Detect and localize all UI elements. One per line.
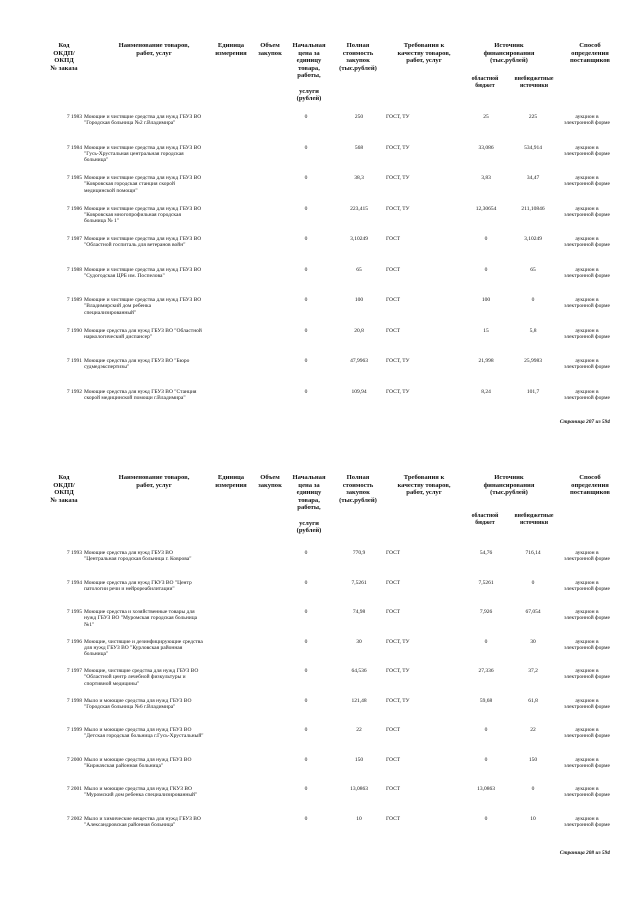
unit-price: 0	[304, 358, 308, 364]
item-name: Мыло и моющие средства для нужд ГБУЗ ВО "Детская городская больница г.Гусь-Хрустальный"	[84, 727, 204, 740]
procurement-method: аукцион в электронной форме	[564, 388, 610, 401]
item-name: Моющие и чистящие средства для нужд ГБУЗ ВО "Ковровская многопрофильная городская больница № 1"	[84, 205, 202, 225]
procurement-method: аукцион в электронной форме	[564, 175, 610, 188]
procurement-method: аукцион в электронной форме	[564, 815, 610, 828]
quality-requirements: ГОСТ	[386, 236, 401, 242]
quality-requirements: ГОСТ, ТУ	[386, 638, 410, 645]
extra-budget: 67,054	[525, 609, 541, 615]
item-name: Мыло и моющие средства для нужд ГБУЗ ВО "Городская больница №6 г.Владимира"	[84, 697, 192, 710]
extra-budget: 65	[530, 266, 536, 273]
item-name: Моющие, чистящие средства для нужд ГБУЗ ВО "Областной центр лечебной физкультуры и спортивной медицины"	[84, 668, 199, 687]
row-number: 7 1992	[66, 388, 82, 395]
extra-budget: 5,8	[529, 327, 537, 334]
item-name: Моющие средства для нужд ГБУЗ ВО "Центральная городская больница г. Коврова"	[84, 550, 192, 563]
header-price: Начальная цена за единицу товара, работы, услуги (рублей)	[292, 42, 326, 103]
row-number: 7 1990	[66, 327, 82, 334]
quality-requirements: ГОСТ, ТУ	[386, 175, 410, 181]
extra-budget: 0	[531, 786, 535, 792]
header-requirements: Требования к качеству товаров, работ, услуг	[397, 474, 451, 497]
item-name: Моющие средства для нужд ГБУЗ ВО "Областной наркологический диспансер"	[84, 327, 202, 340]
row-number: 7 1988	[66, 266, 82, 273]
procurement-method: аукцион в электронной форме	[564, 609, 610, 622]
total-cost: 65	[356, 266, 362, 273]
header-method: Способ определения поставщиков	[570, 474, 610, 497]
row-number: 7 1985	[66, 175, 82, 181]
row-number: 7 1989	[66, 297, 82, 303]
unit-price: 0	[304, 756, 308, 763]
unit-price: 0	[304, 236, 308, 242]
regional-budget: 54,76	[479, 550, 493, 556]
unit-price: 0	[304, 638, 308, 645]
header-volume: Объем закупок	[258, 474, 282, 489]
quality-requirements: ГОСТ	[386, 786, 401, 792]
regional-budget: 0	[484, 236, 488, 242]
procurement-method: аукцион в электронной форме	[564, 697, 610, 710]
item-name: Моющие средства для нужд ГБУЗ ВО "Бюро судмедэкспертизы"	[84, 358, 190, 371]
regional-budget: 3,83	[481, 175, 491, 181]
unit-price: 0	[304, 727, 308, 733]
regional-budget: 7,5261	[478, 579, 494, 586]
row-number: 7 1997	[66, 668, 82, 674]
quality-requirements: ГОСТ, ТУ	[386, 114, 410, 120]
regional-budget: 0	[484, 638, 488, 645]
extra-budget: 0	[531, 297, 535, 303]
extra-budget: 37,2	[528, 668, 538, 674]
regional-budget: 0	[484, 756, 488, 763]
header-total: Полная стоимость закупок (тыс.рублей)	[339, 42, 377, 72]
total-cost: 223,415	[350, 205, 368, 212]
unit-price: 0	[304, 786, 308, 792]
total-cost: 30	[356, 638, 362, 645]
document-page-208	[0, 470, 640, 905]
quality-requirements: ГОСТ, ТУ	[386, 668, 410, 674]
header-total: Полная стоимость закупок (тыс.рублей)	[339, 474, 377, 504]
total-cost: 74,98	[352, 609, 366, 615]
total-cost: 47,9963	[350, 358, 368, 364]
row-number: 7 1983	[66, 114, 82, 120]
unit-price: 0	[304, 609, 308, 615]
header-method: Способ определения поставщиков	[570, 42, 610, 65]
total-cost: 64,536	[351, 668, 367, 674]
total-cost: 770,9	[352, 550, 366, 556]
total-cost: 109,94	[351, 388, 367, 395]
header-financing: Источник финансирования (тыс.рублей)	[483, 474, 535, 497]
item-name: Мыло и моющие средства для нужд ГБУЗ ВО "Киржачская районная больница"	[84, 756, 192, 769]
header-name: Наименование товаров, работ, услуг	[118, 42, 190, 57]
total-cost: 100	[354, 297, 364, 303]
quality-requirements: ГОСТ	[386, 815, 401, 822]
header-price: Начальная цена за единицу товара, работы, услуги (рублей)	[292, 474, 326, 535]
total-cost: 22	[356, 727, 362, 733]
quality-requirements: ГОСТ, ТУ	[386, 205, 410, 212]
row-number: 7 1993	[66, 550, 82, 556]
extra-budget: 0	[531, 579, 535, 586]
header-name: Наименование товаров, работ, услуг	[118, 474, 190, 489]
header-financing: Источник финансирования (тыс.рублей)	[483, 42, 535, 65]
procurement-method: аукцион в электронной форме	[564, 205, 610, 218]
quality-requirements: ГОСТ	[386, 297, 401, 303]
unit-price: 0	[304, 327, 308, 334]
total-cost: 13,0863	[350, 786, 368, 792]
total-cost: 20,8	[354, 327, 364, 334]
unit-price: 0	[304, 297, 308, 303]
unit-price: 0	[304, 205, 308, 212]
header-volume: Объем закупок	[258, 42, 282, 57]
quality-requirements: ГОСТ, ТУ	[386, 358, 410, 364]
header-regional-budget: областной бюджет	[471, 76, 499, 89]
regional-budget: 0	[484, 266, 488, 273]
unit-price: 0	[304, 144, 308, 151]
row-number: 7 1999	[66, 727, 82, 733]
total-cost: 250	[354, 114, 364, 120]
extra-budget: 61,8	[528, 697, 538, 704]
extra-budget: 716,14	[525, 550, 541, 556]
procurement-method: аукцион в электронной форме	[564, 236, 610, 249]
header-code: Код ОКДП/ ОКПД № заказа	[50, 474, 78, 504]
procurement-method: аукцион в электронной форме	[564, 579, 610, 592]
row-number: 7 1998	[66, 697, 82, 704]
item-name: Моющие и чистящие средства для нужд ГБУЗ ВО "Городская больница №2 г.Владимира"	[84, 114, 202, 127]
total-cost: 3,10249	[350, 236, 368, 242]
extra-budget: 34,47	[526, 175, 540, 181]
quality-requirements: ГОСТ, ТУ	[386, 697, 410, 704]
unit-price: 0	[304, 697, 308, 704]
regional-budget: 0	[484, 727, 488, 733]
extra-budget: 101,7	[526, 388, 540, 395]
regional-budget: 21,998	[478, 358, 494, 364]
header-code: Код ОКДП/ ОКПД № заказа	[50, 42, 78, 72]
item-name: Мыло и моющие средства для нужд ГКУЗ ВО "Муромский дом ребенка специализированный"	[84, 786, 198, 799]
total-cost: 38,3	[354, 175, 364, 181]
document-page-207	[0, 0, 640, 440]
item-name: Моющие и чистящие средства для нужд ГБУЗ ВО "Судогодская ЦРБ им. Поспелова"	[84, 266, 202, 279]
row-number: 7 1986	[66, 205, 82, 212]
extra-budget: 534,914	[524, 144, 542, 151]
item-name: Моющие, чистящие и дезинфицирующие средства для нужд ГБУЗ ВО "Курловская районная больница"	[84, 638, 203, 658]
header-unit: Единица измерения	[215, 474, 247, 489]
procurement-method: аукцион в электронной форме	[564, 756, 610, 769]
unit-price: 0	[304, 550, 308, 556]
header-regional-budget: областной бюджет	[471, 513, 499, 526]
unit-price: 0	[304, 114, 308, 120]
procurement-method: аукцион в электронной форме	[564, 144, 610, 157]
quality-requirements: ГОСТ, ТУ	[386, 144, 410, 151]
row-number: 7 1995	[66, 609, 82, 615]
item-name: Моющие и чистящие средства для нужд ГБУЗ ВО "Областной госпиталь для ветеранов войн"	[84, 236, 202, 249]
procurement-method: аукцион в электронной форме	[564, 668, 610, 681]
quality-requirements: ГОСТ	[386, 727, 401, 733]
quality-requirements: ГОСТ	[386, 609, 401, 615]
header-requirements: Требования к качеству товаров, работ, услуг	[397, 42, 451, 65]
procurement-method: аукцион в электронной форме	[564, 358, 610, 371]
procurement-method: аукцион в электронной форме	[564, 297, 610, 310]
item-name: Моющие средства для нужд ГБУЗ ВО "Станция скорой медицинской помощи г.Владимира"	[84, 388, 197, 401]
quality-requirements: ГОСТ	[386, 550, 401, 556]
regional-budget: 33,086	[478, 144, 494, 151]
unit-price: 0	[304, 579, 308, 586]
regional-budget: 27,336	[478, 668, 494, 674]
total-cost: 150	[354, 756, 364, 763]
total-cost: 7,5261	[351, 579, 367, 586]
regional-budget: 15	[483, 327, 489, 334]
row-number: 7 1994	[66, 579, 82, 586]
regional-budget: 8,24	[481, 388, 491, 395]
quality-requirements: ГОСТ	[386, 756, 401, 763]
page-footer: Страница 207 из 594	[559, 419, 610, 425]
header-extra-budget: внебюджетные источники	[514, 76, 554, 89]
row-number: 7 1987	[66, 236, 82, 242]
unit-price: 0	[304, 266, 308, 273]
row-number: 7 1984	[66, 144, 82, 151]
item-name: Моющие средства и хозяйственные товары для нужд ГБУЗ ВО "Муромская городская больница №1"	[84, 609, 198, 628]
header-unit: Единица измерения	[215, 42, 247, 57]
extra-budget: 25,9983	[524, 358, 542, 364]
row-number: 7 2002	[66, 815, 82, 822]
regional-budget: 25	[483, 114, 489, 120]
quality-requirements: ГОСТ, ТУ	[386, 388, 410, 395]
unit-price: 0	[304, 668, 308, 674]
row-number: 7 2000	[66, 756, 82, 763]
header-extra-budget: внебюджетные источники	[514, 513, 554, 526]
regional-budget: 59,68	[479, 697, 493, 704]
quality-requirements: ГОСТ	[386, 327, 401, 334]
regional-budget: 100	[481, 297, 491, 303]
quality-requirements: ГОСТ	[386, 579, 401, 586]
procurement-method: аукцион в электронной форме	[564, 550, 610, 563]
regional-budget: 7,926	[479, 609, 493, 615]
regional-budget: 12,30654	[475, 205, 497, 212]
unit-price: 0	[304, 388, 308, 395]
unit-price: 0	[304, 175, 308, 181]
unit-price: 0	[304, 815, 308, 822]
item-name: Моющие средства для нужд ГКУЗ ВО "Центр патологии речи и нейрореабилитации"	[84, 579, 192, 592]
total-cost: 10	[356, 815, 362, 822]
regional-budget: 0	[484, 815, 488, 822]
procurement-method: аукцион в электронной форме	[564, 266, 610, 279]
extra-budget: 30	[530, 638, 536, 645]
extra-budget: 225	[528, 114, 538, 120]
extra-budget: 3,10249	[524, 236, 542, 242]
total-cost: 121,48	[351, 697, 367, 704]
item-name: Моющие и чистящие средства для нужд ГБУЗ ВО "Ковровская городская станция скорой медицинской помощи"	[84, 175, 202, 194]
extra-budget: 10	[530, 815, 536, 822]
total-cost: 568	[354, 144, 364, 151]
quality-requirements: ГОСТ	[386, 266, 401, 273]
procurement-method: аукцион в электронной форме	[564, 114, 610, 127]
row-number: 7 1991	[66, 358, 82, 364]
procurement-method: аукцион в электронной форме	[564, 786, 610, 799]
item-name: Моющие и чистящие средства для нужд ГБУЗ ВО "Владимирский дом ребенка специализированный"	[84, 297, 202, 316]
item-name: Мыло и химические вещества для нужд ГБУЗ ВО "Александровская районная больница"	[84, 815, 201, 828]
row-number: 7 2001	[66, 786, 82, 792]
page-footer: Страница 208 из 594	[559, 850, 610, 856]
procurement-method: аукцион в электронной форме	[564, 727, 610, 740]
item-name: Моющие и чистящие средства для нужд ГБУЗ ВО "Гусь-Хрустальная центральная городская больница"	[84, 144, 202, 164]
extra-budget: 211,10846	[521, 205, 545, 212]
extra-budget: 22	[530, 727, 536, 733]
procurement-method: аукцион в электронной форме	[564, 638, 610, 651]
regional-budget: 13,0863	[477, 786, 495, 792]
procurement-method: аукцион в электронной форме	[564, 327, 610, 340]
row-number: 7 1996	[66, 638, 82, 645]
extra-budget: 150	[528, 756, 538, 763]
